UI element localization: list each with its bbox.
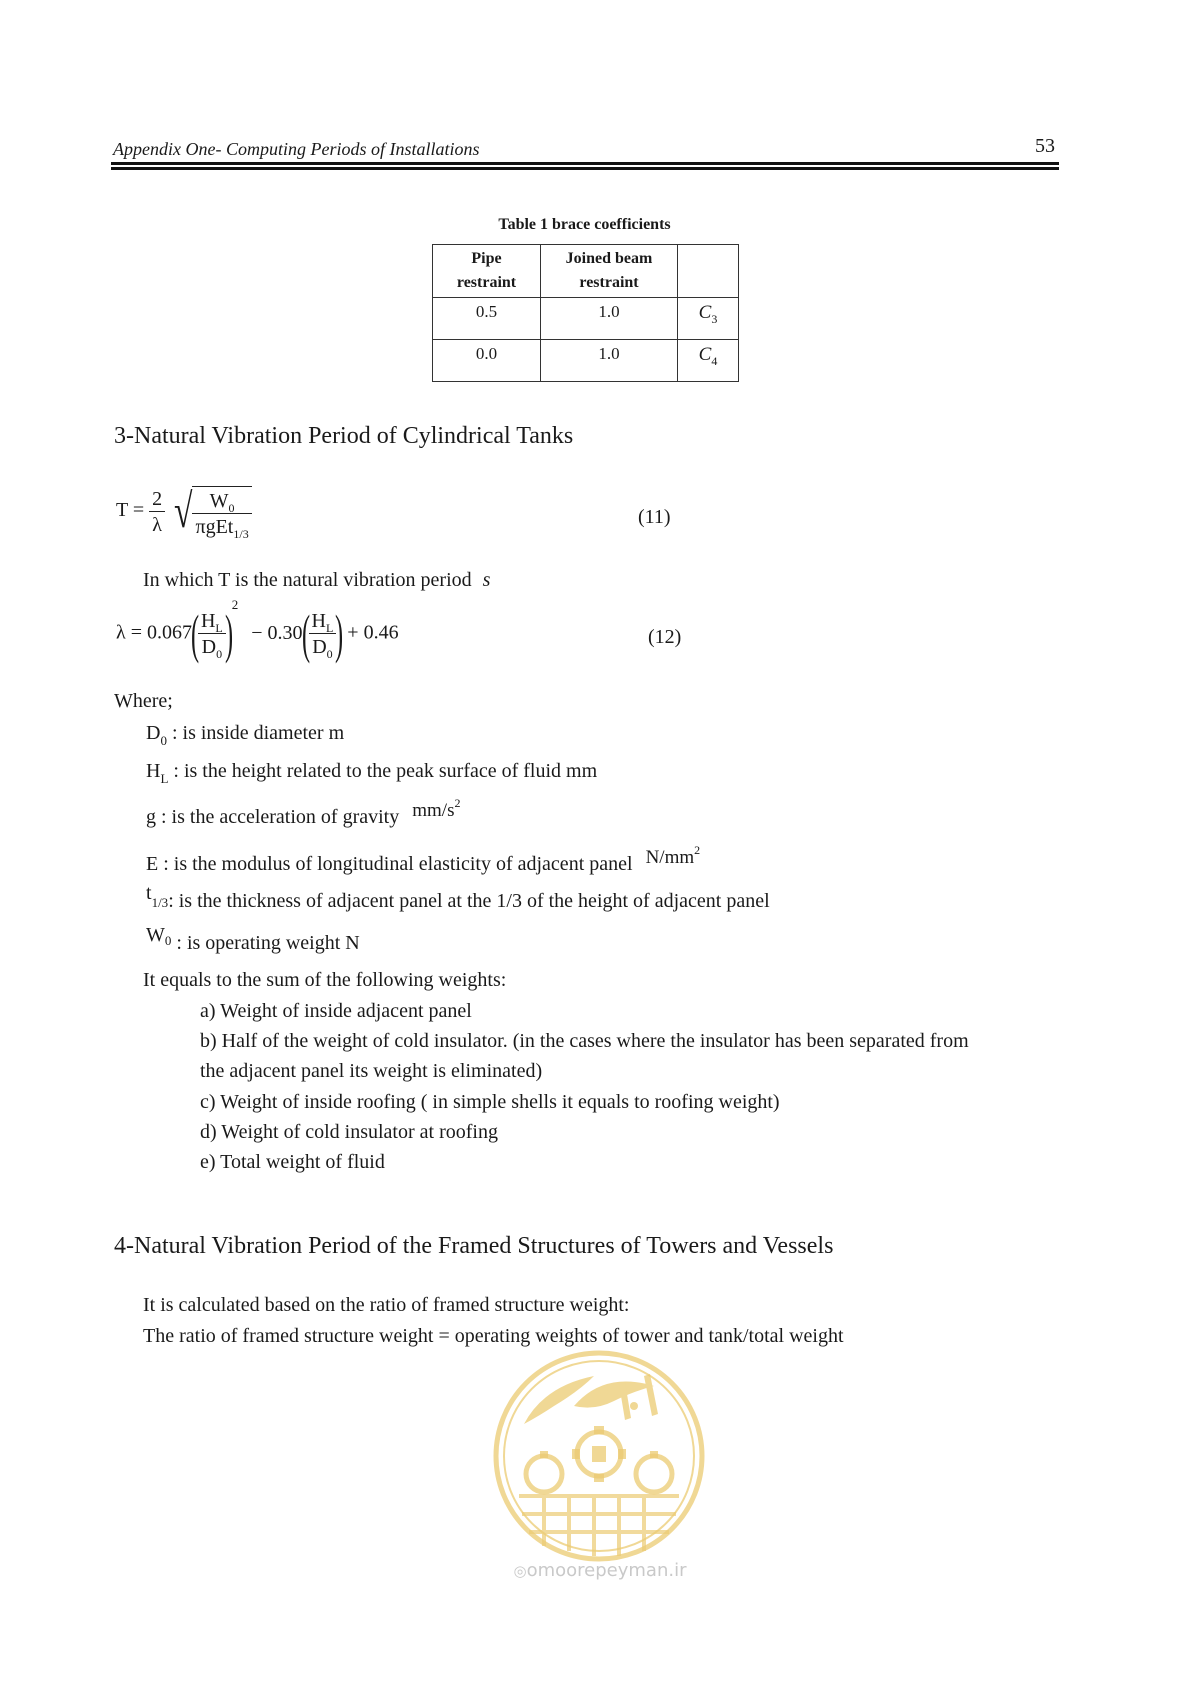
table-header-cell — [678, 245, 739, 298]
def-symbol: g — [146, 806, 156, 828]
globe-icon: ◎ — [513, 1562, 527, 1580]
def-text: : is the modulus of longitudinal elasticity of adjacent panel — [158, 853, 633, 875]
watermark-seal-icon — [484, 1346, 714, 1586]
def-unit — [645, 843, 701, 868]
table-header-cell — [433, 245, 541, 298]
list-item-continuation: the adjacent panel its weight is eliminated) — [200, 1060, 543, 1082]
subscript: L — [325, 621, 334, 635]
subscript: 0 — [216, 647, 223, 661]
def-subscript: L — [160, 771, 169, 786]
def-text: : is inside diameter m — [171, 722, 345, 744]
subscript: 1/3 — [233, 527, 249, 541]
equation-note — [143, 569, 490, 592]
left-paren-icon: ( — [301, 604, 310, 664]
symbol: H — [200, 610, 216, 632]
unit-text: N/mm — [645, 847, 695, 868]
fraction-numerator: 2 — [152, 487, 163, 510]
definition-line — [146, 760, 598, 786]
where-label: Where; — [114, 690, 173, 712]
def-text: : is the height related to the peak surface of fluid mm — [173, 760, 598, 782]
list-item: a) Weight of inside adjacent panel — [200, 1000, 472, 1022]
fraction-denominator: λ — [149, 511, 165, 535]
header-rule — [111, 162, 1059, 165]
eq-term: − 0.30 — [251, 621, 303, 644]
table-cell: 1.0 — [541, 340, 678, 382]
paragraph: The ratio of framed structure weight = operating weights of tower and tank/total weight — [143, 1325, 844, 1347]
definition-line — [146, 722, 345, 748]
exponent: 2 — [231, 596, 239, 612]
definition-line — [146, 924, 360, 955]
symbol: H — [311, 610, 326, 632]
paragraph: It is calculated based on the ratio of framed structure weight: — [143, 1294, 630, 1316]
coefficient-symbol — [698, 302, 718, 326]
header-line: restraint — [456, 274, 517, 291]
equation-11 — [116, 484, 252, 541]
fraction-denominator — [192, 513, 251, 541]
table-cell — [678, 340, 739, 382]
coef-subscript: 4 — [711, 353, 718, 368]
table-cell: 0.5 — [433, 298, 541, 340]
fraction — [198, 610, 226, 661]
definition-line — [146, 843, 701, 876]
equation-number: (11) — [638, 506, 671, 528]
def-text: : is operating weight N — [171, 932, 360, 954]
unit-exponent: 2 — [694, 843, 701, 857]
definition-line — [146, 796, 461, 829]
fraction — [149, 489, 165, 535]
note-unit: s — [482, 569, 491, 591]
table-cell — [678, 298, 739, 340]
def-symbol: W — [146, 924, 165, 946]
square-root — [170, 484, 252, 541]
table-cell: 1.0 — [541, 298, 678, 340]
coef-subscript: 3 — [711, 311, 718, 326]
header-line: restraint — [579, 274, 639, 291]
table-header-row — [433, 245, 739, 298]
eq-lhs: T = — [116, 499, 145, 522]
list-item: c) Weight of inside roofing ( in simple shells it equals to roofing weight) — [200, 1091, 780, 1113]
def-subscript: 0 — [160, 733, 167, 748]
def-symbol: D — [146, 722, 161, 744]
header-line: Joined beam — [565, 250, 653, 267]
list-item: e) Total weight of fluid — [200, 1151, 385, 1173]
fraction-denominator — [198, 633, 226, 661]
subscript: 0 — [326, 647, 333, 661]
left-paren-icon: ( — [190, 604, 200, 664]
def-text: : is the acceleration of gravity — [156, 806, 400, 828]
fraction-numerator — [192, 491, 251, 513]
brace-coefficients-table — [432, 244, 739, 382]
page-number: 53 — [1035, 135, 1055, 157]
eq-lhs: λ = 0.067 — [116, 621, 192, 644]
symbol: D — [201, 636, 217, 658]
section-heading: 4-Natural Vibration Period of the Framed Structures of Towers and Vessels — [114, 1233, 834, 1259]
subscript: L — [215, 621, 223, 635]
table-caption: Table 1 brace coefficients — [498, 216, 671, 233]
watermark-caption — [500, 1560, 700, 1581]
header-line: Pipe — [471, 250, 502, 267]
subscript: 0 — [228, 501, 235, 515]
fraction — [309, 610, 337, 661]
right-paren-icon: ) — [224, 604, 233, 664]
table-cell: 0.0 — [433, 340, 541, 382]
fraction-numerator — [309, 611, 337, 633]
radicand — [192, 486, 251, 541]
fraction-denominator — [309, 633, 337, 661]
table-header-cell — [541, 245, 678, 298]
section-heading: 3-Natural Vibration Period of Cylindrical Tanks — [114, 423, 574, 449]
coefficient-symbol — [698, 344, 718, 368]
unit-text: mm/s — [412, 800, 455, 821]
coef-letter: C — [698, 344, 712, 365]
equation-12 — [116, 596, 399, 664]
equation-number: (12) — [648, 626, 682, 648]
right-paren-icon: ) — [335, 604, 344, 664]
running-title: Appendix One- Computing Periods of Installations — [113, 139, 480, 159]
symbol: πgEt — [195, 516, 234, 538]
def-text: : is the thickness of adjacent panel at the 1/3 of the height of adjacent panel — [168, 890, 770, 912]
def-symbol: H — [146, 760, 161, 782]
unit-exponent: 2 — [454, 796, 461, 810]
header-rule — [111, 167, 1059, 170]
radical-sign-icon: √ — [174, 484, 193, 538]
def-subscript: 0 — [164, 933, 172, 948]
eq-term: + 0.46 — [347, 621, 399, 644]
watermark-url: omoorepeyman.ir — [526, 1560, 687, 1581]
table-row — [433, 340, 739, 382]
fraction-numerator — [198, 611, 226, 633]
def-subscript: 1/3 — [151, 895, 169, 910]
fraction — [192, 490, 251, 541]
def-symbol: t — [146, 882, 152, 904]
symbol: W — [209, 490, 229, 512]
table-row — [433, 298, 739, 340]
def-unit — [412, 796, 461, 821]
sum-intro: It equals to the sum of the following weights: — [143, 969, 507, 991]
def-symbol: E — [146, 853, 159, 875]
symbol: D — [312, 636, 327, 658]
list-item: d) Weight of cold insulator at roofing — [200, 1121, 498, 1143]
coef-letter: C — [698, 302, 712, 323]
note-text: In which T is the natural vibration period — [143, 569, 472, 591]
definition-line — [146, 882, 770, 913]
list-item: b) Half of the weight of cold insulator. (in the cases where the insulator has been separated from — [200, 1030, 969, 1052]
